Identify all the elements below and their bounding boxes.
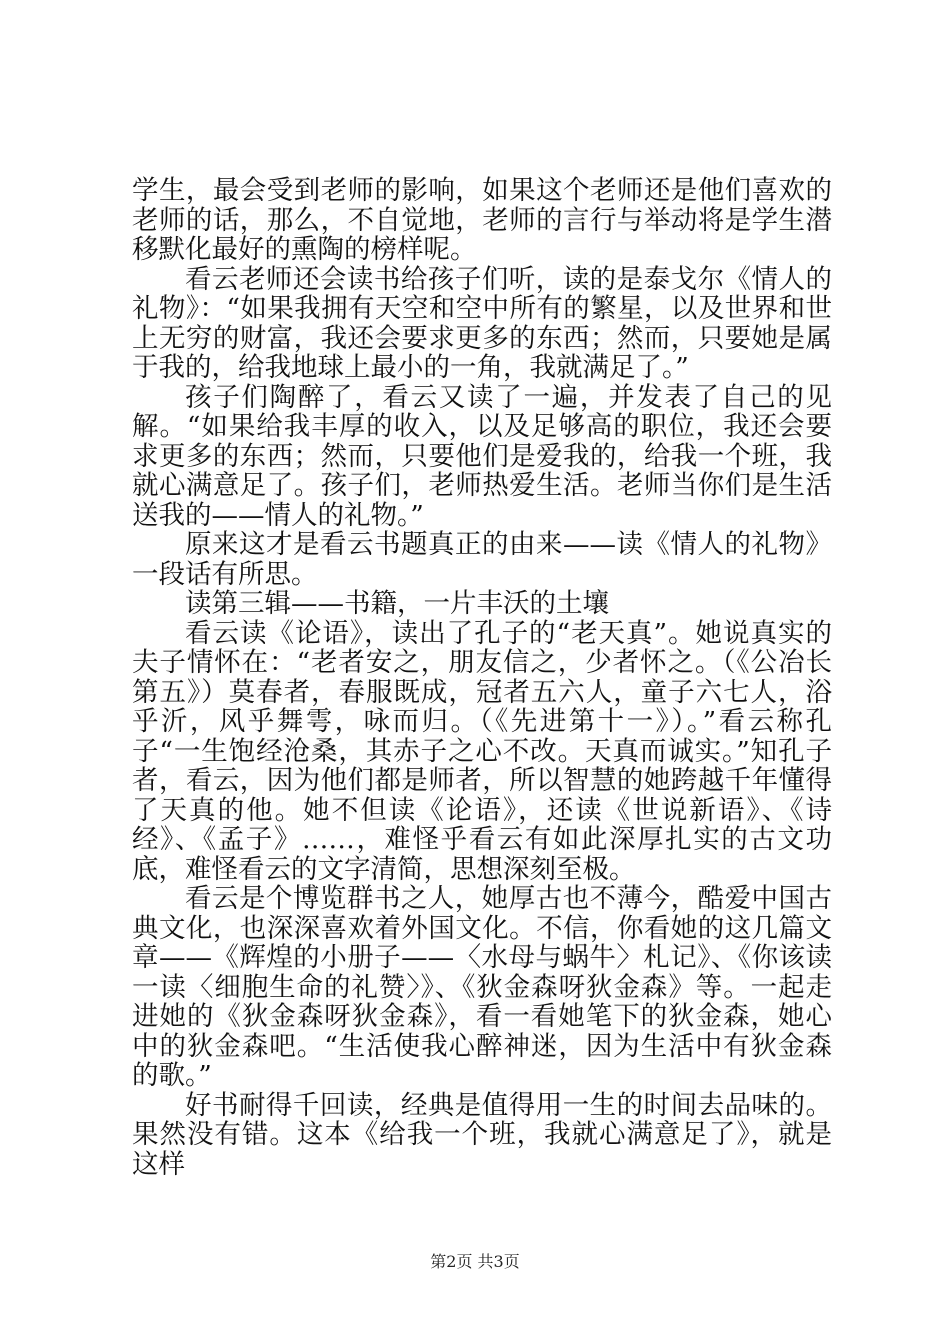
paragraph-well-read: 看云是个博览群书之人，她厚古也不薄今，酷爱中国古典文化，也深深喜欢着外国文化。不信，你看她的这几篇文章——《辉煌的小册子——〈水母与蜗牛〉札记》、《你该读一读〈细胞生命的礼赞〉》、《狄金森呀狄金森》等。一起走进她的《狄金森呀狄金森》，看一看她笔下的狄金森，她心中的狄金森吧。“生活使我心醉神迷，因为生活中有狄金森的歌。”	[132, 883, 832, 1091]
section-heading-third-volume: 读第三辑——书籍，一片丰沃的土壤	[185, 588, 609, 619]
paragraph-good-books: 好书耐得千回读，经典是值得用一生的时间去品味的。果然没有错。这本《给我一个班，我就心满意足了》，就是这样	[132, 1089, 832, 1180]
page-footer: 第2页 共3页	[430, 1252, 520, 1271]
document-body	[132, 176, 832, 1179]
paragraph-origin-of-title: 原来这才是看云书题真正的由来——读《情人的礼物》一段话有所思。	[132, 529, 832, 590]
paragraph-continuation: 学生，最会受到老师的影响，如果这个老师还是他们喜欢的老师的话，那么，不自觉地，老师的言行与举动将是学生潜移默化最好的熏陶的榜样呢。	[132, 175, 832, 265]
paragraph-reading-aloud: 看云老师还会读书给孩子们听，读的是泰戈尔《情人的礼物》：“如果我拥有天空和空中所有的繁星，以及世界和世上无穷的财富，我还会要求更多的东西；然而，只要她是属于我的，给我地球上最小的一角，我就满足了。”	[132, 263, 832, 383]
paragraph-analects: 看云读《论语》，读出了孔子的“老天真”。她说真实的夫子情怀在：“老者安之，朋友信之，少者怀之。（《公冶长第五》）莫春者，春服既成，冠者五六人，童子六七人，浴乎沂，风乎舞雩，咏而归。（《先进第十一》）。”看云称孔子“一生饱经沧桑，其赤子之心不改。天真而诚实。”知孔子者，看云，因为他们都是师者，所以智慧的她跨越千年懂得了天真的他。她不但读《论语》，还读《世说新语》、《诗经》、《孟子》……，难怪乎看云有如此深厚扎实的古文功底，难怪看云的文字清简，思想深刻至极。	[132, 617, 832, 885]
paragraph-children-enchanted: 孩子们陶醉了，看云又读了一遍，并发表了自己的见解。“如果给我丰厚的收入，以及足够高的职位，我还会要求更多的东西；然而，只要他们是爱我的，给我一个班，我就心满意足了。孩子们，老师热爱生活。老师当你们是生活送我的——情人的礼物。”	[132, 381, 832, 531]
